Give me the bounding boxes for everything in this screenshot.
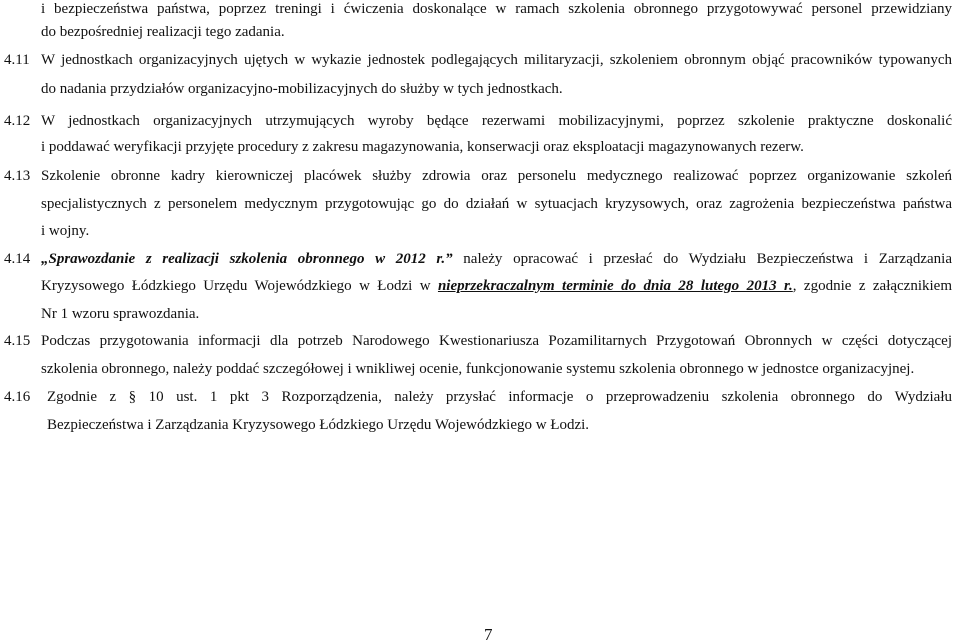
page-number: 7 [484,625,493,644]
paragraph-number: 4.14 [4,251,31,267]
paragraph-number: 4.16 [4,389,31,405]
text-line: szkolenia obronnego, należy poddać szczegółowej i wnikliwej ocenie, funkcjonowanie systemu szkolenia obronnego w jednostce organizacyjnej. [41,361,915,377]
report-title: „Sprawozdanie z realizacji szkolenia obronnego w 2012 r.” [41,251,453,267]
paragraph-number: 4.13 [4,168,31,184]
text-line: Podczas przygotowania informacji dla potrzeb Narodowego Kwestionariusza Pozamilitarnych Przygotowań Obronnych w części dotyczącej [41,333,952,349]
text-line: i poddawać weryfikacji przyjęte procedury z zakresu magazynowania, konserwacji oraz eksploatacji magazynowanych rezerw. [41,139,804,155]
paragraph-number: 4.11 [4,52,30,68]
text-line: do nadania przydziałów organizacyjno-mobilizacyjnych do służby w tych jednostkach. [41,81,563,97]
text-line: W jednostkach organizacyjnych ujętych w wykazie jednostek podlegających militaryzacji, szkoleniem obronnym objąć pracowników typowanych [41,52,952,68]
text-segment: , zgodnie z załącznikiem [792,278,952,294]
text-line [41,250,952,268]
text-line: W jednostkach organizacyjnych utrzymujących wyroby będące rezerwami mobilizacyjnymi, poprzez szkolenie praktyczne doskonalić [41,113,952,129]
text-line: Bezpieczeństwa i Zarządzania Kryzysowego Łódzkiego Urzędu Wojewódzkiego w Łodzi. [47,417,590,433]
text-line: Nr 1 wzoru sprawozdania. [41,306,200,322]
text-line: specjalistycznych z personelem medycznym przygotowując go do działań w sytuacjach kryzysowych, oraz zagrożenia bezpieczeństwa państwa [41,196,952,212]
text-segment: Kryzysowego Łódzkiego Urzędu Wojewódzkiego w Łodzi w [41,278,438,294]
paragraph-number: 4.15 [4,333,31,349]
text-line: i bezpieczeństwa państwa, poprzez treningi i ćwiczenia doskonalące w ramach szkolenia obronnego przygotowywać personel przewidziany [41,1,952,17]
text-line: do bezpośredniej realizacji tego zadania. [41,24,285,40]
paragraph-number: 4.12 [4,113,31,129]
text-segment: należy opracować i przesłać do Wydziału Bezpieczeństwa i Zarządzania [452,251,952,267]
text-line: Szkolenie obronne kadry kierowniczej placówek służby zdrowia oraz personelu medycznego realizować poprzez organizowanie szkoleń [41,168,952,184]
deadline-text: nieprzekraczalnym terminie do dnia 28 lutego 2013 r. [437,278,793,294]
text-line [41,277,952,295]
text-line: Zgodnie z § 10 ust. 1 pkt 3 Rozporządzenia, należy przysłać informacje o przeprowadzeniu szkolenia obronnego do Wydziału [47,389,952,405]
text-line: i wojny. [41,223,90,239]
